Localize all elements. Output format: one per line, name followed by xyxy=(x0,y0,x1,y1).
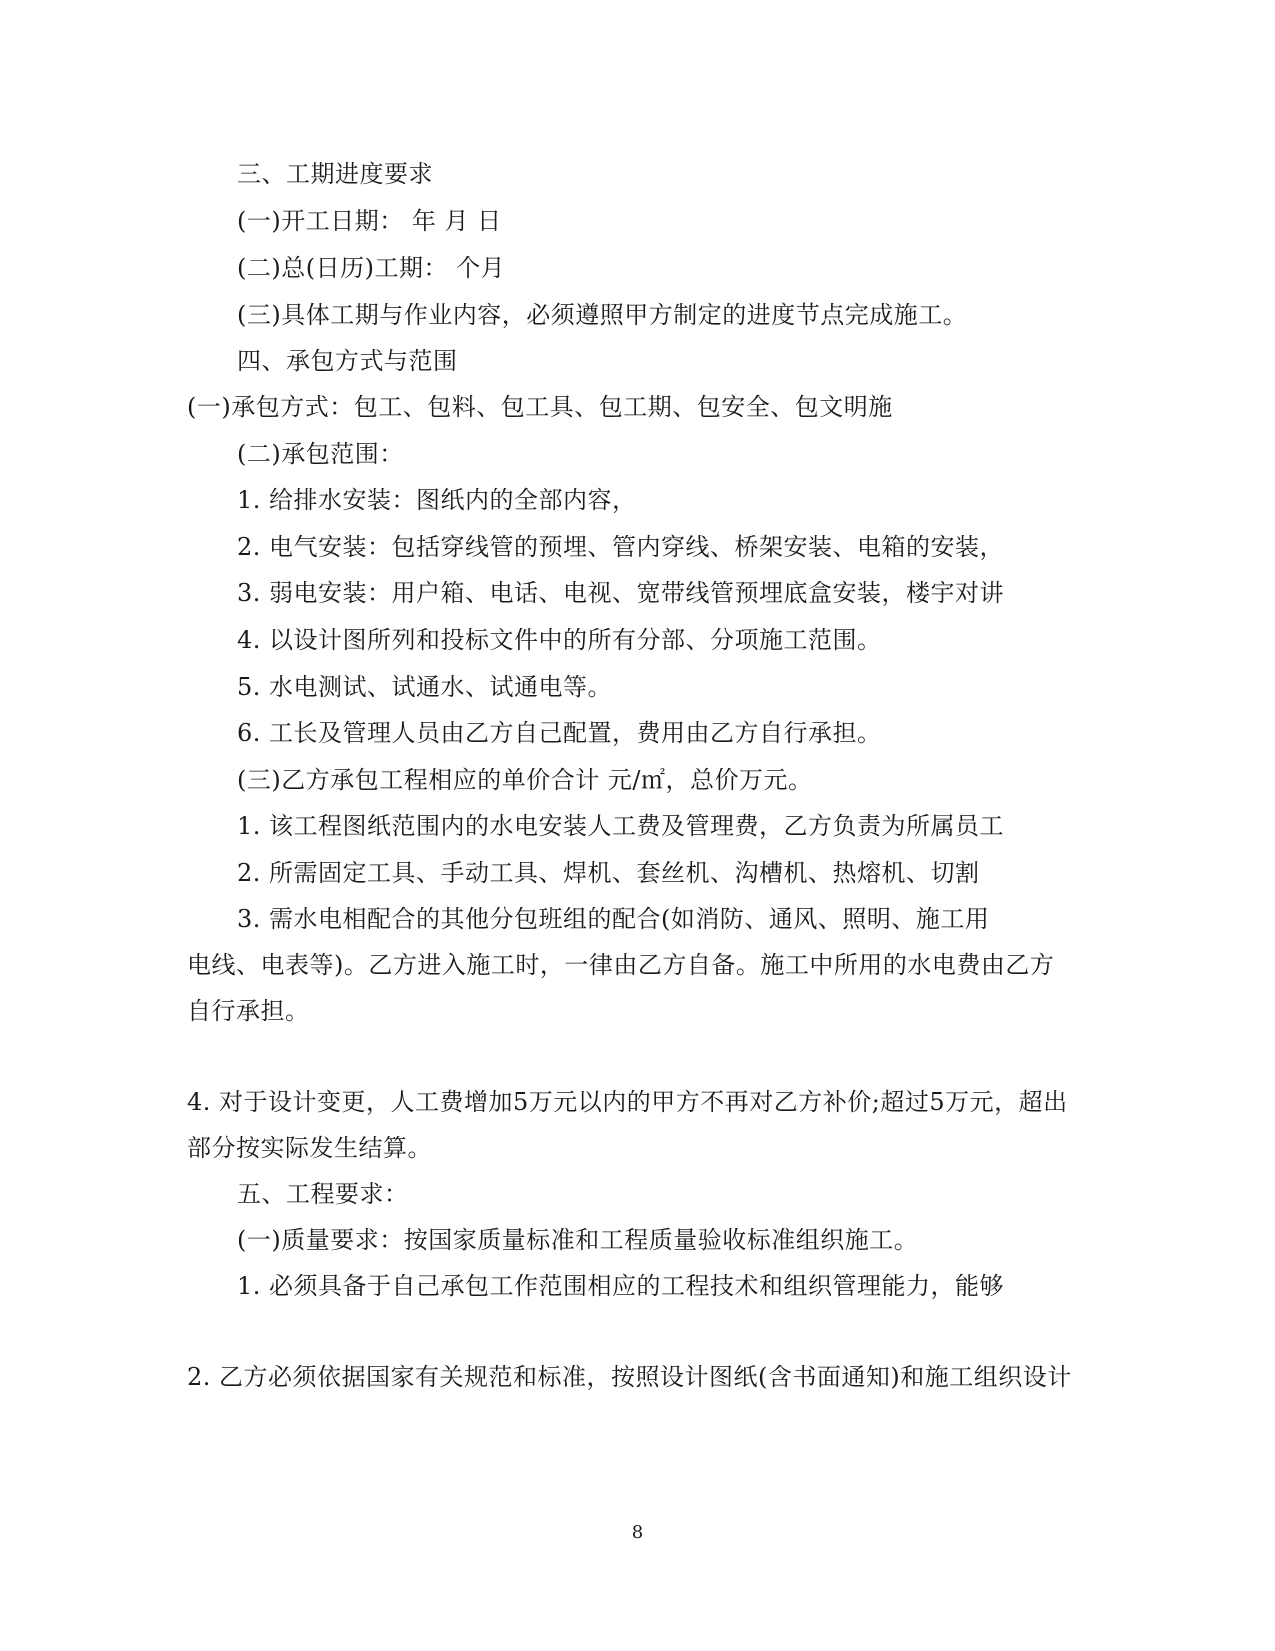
list-item-electrical: 2. 电气安装：包括穿线管的预埋、管内穿线、桥架安装、电箱的安装， xyxy=(237,533,1005,561)
list-item-plumbing: 1. 给排水安装：图纸内的全部内容， xyxy=(237,486,637,514)
paragraph-quality-requirements: (一)质量要求：按国家质量标准和工程质量验收标准组织施工。 xyxy=(237,1226,919,1254)
page-number: 8 xyxy=(631,1522,644,1543)
paragraph-schedule-nodes: (三)具体工期与作业内容，必须遵照甲方制定的进度节点完成施工。 xyxy=(237,301,968,329)
list-item-design-change-continued: 部分按实际发生结算。 xyxy=(187,1134,432,1162)
list-item-coordination-end: 自行承担。 xyxy=(187,997,310,1025)
paragraph-total-duration: (二)总(日历)工期： 个月 xyxy=(237,254,506,282)
list-item-capability: 1. 必须具备于自己承包工作范围相应的工程技术和组织管理能力，能够 xyxy=(237,1272,1005,1300)
list-item-foreman: 6. 工长及管理人员由乙方自己配置，费用由乙方自行承担。 xyxy=(237,719,882,747)
list-item-low-voltage: 3. 弱电安装：用户箱、电话、电视、宽带线管预埋底盒安装，楼宇对讲 xyxy=(237,579,1005,607)
paragraph-contract-method: (一)承包方式：包工、包料、包工具、包工期、包安全、包文明施 xyxy=(187,393,893,421)
section-heading-engineering-requirements: 五、工程要求： xyxy=(237,1180,409,1208)
paragraph-unit-price: (三)乙方承包工程相应的单价合计 元/㎡，总价万元。 xyxy=(237,766,813,794)
list-item-design-scope: 4. 以设计图所列和投标文件中的所有分部、分项施工范围。 xyxy=(237,626,882,654)
section-heading-contract-scope: 四、承包方式与范围 xyxy=(237,347,458,375)
list-item-testing: 5. 水电测试、试通水、试通电等。 xyxy=(237,673,613,701)
section-heading-schedule: 三、工期进度要求 xyxy=(237,160,433,188)
paragraph-start-date: (一)开工日期： 年 月 日 xyxy=(237,207,502,235)
list-item-coordination-continued: 电线、电表等)。乙方进入施工时，一律由乙方自备。施工中所用的水电费由乙方 xyxy=(187,951,1055,979)
paragraph-contract-range: (二)承包范围： xyxy=(237,440,404,468)
list-item-standards: 2. 乙方必须依据国家有关规范和标准，按照设计图纸(含书面通知)和施工组织设计 xyxy=(187,1363,1072,1391)
list-item-tools: 2. 所需固定工具、手动工具、焊机、套丝机、沟槽机、热熔机、切割 xyxy=(237,859,980,887)
list-item-design-change: 4. 对于设计变更，人工费增加5万元以内的甲方不再对乙方补价;超过5万元，超出 xyxy=(187,1088,1068,1116)
list-item-coordination: 3. 需水电相配合的其他分包班组的配合(如消防、通风、照明、施工用 xyxy=(237,905,990,933)
list-item-labor-fee: 1. 该工程图纸范围内的水电安装人工费及管理费，乙方负责为所属员工 xyxy=(237,812,1005,840)
